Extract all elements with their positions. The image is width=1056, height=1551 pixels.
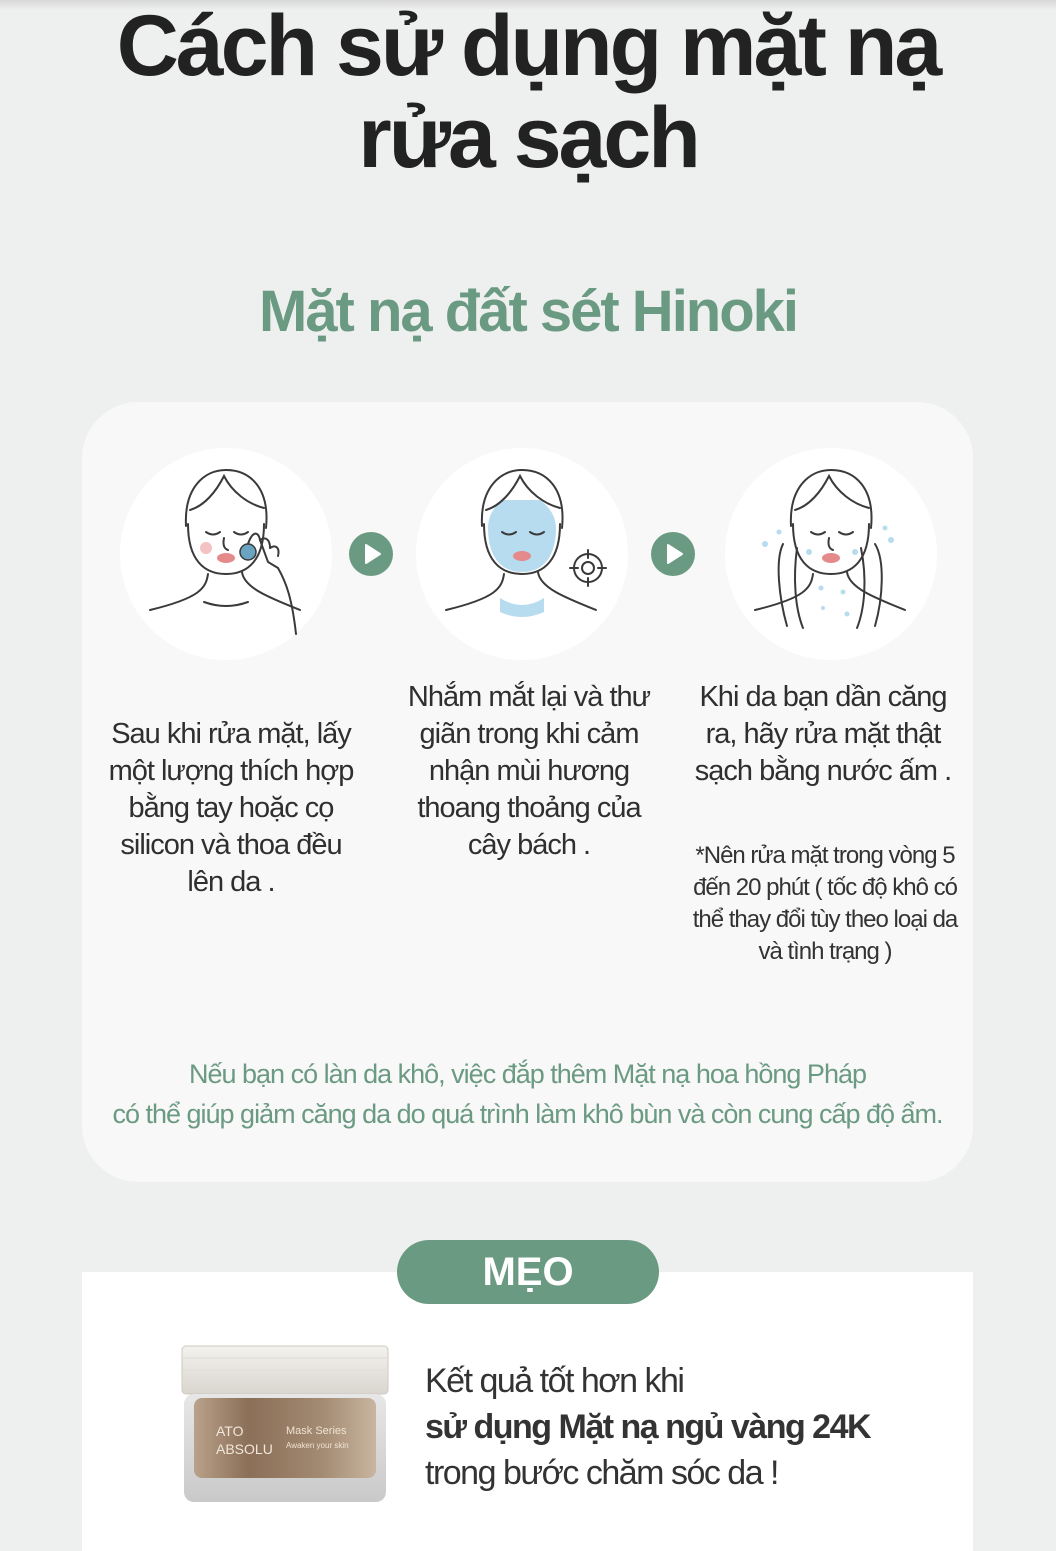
hint-line-1: Nếu bạn có làn da khô, việc đắp thêm Mặt nạ hoa hồng Pháp xyxy=(188,1059,866,1089)
tip-line-2: sử dụng Mặt nạ ngủ vàng 24K xyxy=(425,1408,871,1446)
sleeping-mask-jar-image xyxy=(178,1340,392,1510)
next-arrow-icon xyxy=(349,532,393,576)
step-2-illustration xyxy=(416,448,628,660)
jar-brand-line-1: ATO xyxy=(216,1423,244,1439)
tip-text xyxy=(425,1358,870,1496)
tip-badge: MẸO xyxy=(397,1240,659,1304)
jar-tagline: Awaken your skin xyxy=(286,1441,349,1450)
hint-line-2: có thể giúp giảm căng da do quá trình làm khô bùn và còn cung cấp độ ẩm. xyxy=(112,1099,943,1129)
face-washing-icon xyxy=(725,448,937,660)
jar-brand-line-2: ABSOLU xyxy=(216,1441,273,1457)
face-mask-relax-icon xyxy=(416,448,628,660)
step-2-text: Nhắm mắt lại và thư giãn trong khi cảm nhận mùi hương thoang thoảng của cây bách . xyxy=(407,681,651,861)
face-applying-mask-icon xyxy=(120,448,332,660)
tip-line-3: trong bước chăm sóc da ! xyxy=(425,1454,779,1492)
step-1-illustration xyxy=(120,448,332,660)
jar-series: Mask Series xyxy=(286,1425,347,1437)
step-3-text: Khi da bạn dần căng ra, hãy rửa mặt thật sạch bằng nước ấm . xyxy=(694,681,952,787)
step-3-note: *Nên rửa mặt trong vòng 5 đến 20 phút ( tốc độ khô có thể thay đổi tùy theo loại da và tình trạng ) xyxy=(692,842,958,965)
dry-skin-hint xyxy=(82,1054,973,1134)
product-subtitle: Mặt nạ đất sét Hinoki xyxy=(258,279,798,344)
page-title-line-2: rửa sạch xyxy=(358,90,698,186)
page-title xyxy=(0,0,1056,184)
step-3-illustration xyxy=(725,448,937,660)
next-arrow-icon xyxy=(651,532,695,576)
steps-card xyxy=(82,402,973,1182)
tip-line-1: Kết quả tốt hơn khi xyxy=(425,1362,684,1400)
step-1-text: Sau khi rửa mặt, lấy một lượng thích hợp bằng tay hoặc cọ silicon và thoa đều lên da . xyxy=(108,718,354,898)
page-title-line-1: Cách sử dụng mặt nạ xyxy=(116,0,940,94)
